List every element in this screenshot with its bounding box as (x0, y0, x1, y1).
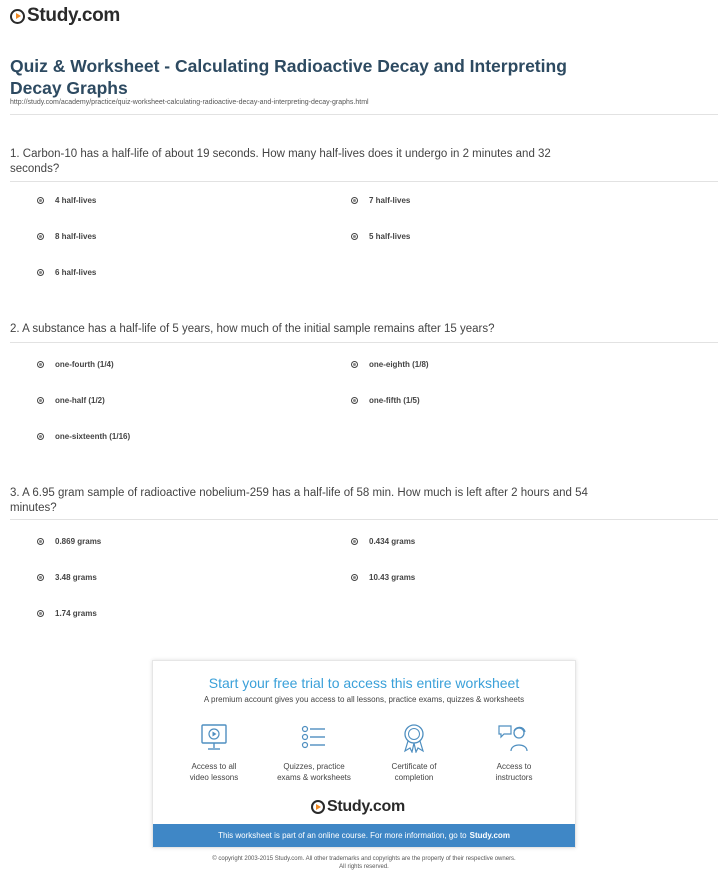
q2-option-b[interactable]: one-eighth (1/8) (351, 360, 429, 369)
radio-button[interactable] (351, 233, 358, 240)
free-trial-panel (152, 660, 576, 848)
radio-button[interactable] (37, 233, 44, 240)
play-icon (311, 800, 325, 814)
q2-option-a[interactable]: one-fourth (1/4) (37, 360, 114, 369)
video-lesson-icon (200, 723, 228, 753)
logo-text: Study.com (327, 798, 405, 815)
study-logo[interactable] (10, 5, 120, 27)
q2-option-c[interactable]: one-half (1/2) (37, 396, 105, 405)
question-1-text: 1. Carbon-10 has a half-life of about 19 seconds. How many half-lives does it undergo in 2 minutes and 32 seconds? (10, 148, 551, 175)
q3-option-b[interactable]: 0.434 grams (351, 537, 415, 546)
page-url[interactable]: http://study.com/academy/practice/quiz-worksheet-calculating-radioactive-decay-and-interpreting-decay-graphs.html (10, 99, 369, 106)
feature-label: Access to all video lessons (189, 762, 239, 782)
question-3-text: 3. A 6.95 gram sample of radioactive nobelium-259 has a half-life of 58 min. How much is left after 2 hours and 54 minutes? (10, 487, 588, 514)
radio-button[interactable] (351, 361, 358, 368)
q1-option-d[interactable]: 5 half-lives (351, 232, 410, 241)
q3-option-e[interactable]: 1.74 grams (37, 609, 97, 618)
q2-option-d[interactable]: one-fifth (1/5) (351, 396, 420, 405)
promo-study-logo[interactable] (311, 798, 405, 816)
feature-label: Certificate of completion (391, 762, 437, 782)
q2-option-e[interactable]: one-sixteenth (1/16) (37, 432, 130, 441)
radio-button[interactable] (351, 538, 358, 545)
q3-option-c[interactable]: 3.48 grams (37, 573, 97, 582)
radio-button[interactable] (37, 397, 44, 404)
radio-button[interactable] (37, 269, 44, 276)
radio-button[interactable] (37, 433, 44, 440)
q1-option-c[interactable]: 8 half-lives (37, 232, 96, 241)
bar-text: This worksheet is part of an online course. For more information, go to (218, 831, 467, 840)
feature-video-lessons (164, 723, 264, 783)
q1-option-a[interactable]: 4 half-lives (37, 196, 96, 205)
radio-button[interactable] (351, 397, 358, 404)
q3-option-a[interactable]: 0.869 grams (37, 537, 101, 546)
q1-option-b[interactable]: 7 half-lives (351, 196, 410, 205)
feature-certificate (364, 723, 464, 783)
play-icon (10, 9, 25, 24)
feature-instructors (464, 723, 564, 783)
promo-heading[interactable]: Start your free trial to access this entire worksheet (208, 675, 520, 691)
copyright (0, 855, 728, 871)
divider (10, 342, 718, 343)
divider (10, 181, 718, 182)
radio-button[interactable] (37, 361, 44, 368)
radio-button[interactable] (351, 197, 358, 204)
divider (10, 519, 718, 520)
question-2-text: 2. A substance has a half-life of 5 years, how much of the initial sample remains after 15 years? (10, 323, 495, 335)
feature-label: Access to instructors (495, 762, 533, 782)
radio-button[interactable] (37, 197, 44, 204)
divider (10, 114, 718, 115)
quiz-list-icon (300, 723, 328, 753)
radio-button[interactable] (37, 610, 44, 617)
q3-option-d[interactable]: 10.43 grams (351, 573, 415, 582)
feature-quizzes (264, 723, 364, 783)
copyright-line: All rights reserved. (339, 864, 389, 870)
logo-text: Study.com (27, 5, 121, 26)
certificate-icon (400, 723, 428, 753)
course-info-bar (153, 824, 575, 847)
page-title: Quiz & Worksheet - Calculating Radioactive Decay and Interpreting Decay Graphs (10, 56, 567, 98)
promo-subheading: A premium account gives you access to all lessons, practice exams, quizzes & worksheets (203, 695, 525, 704)
radio-button[interactable] (351, 574, 358, 581)
bar-link[interactable]: Study.com (469, 831, 510, 840)
feature-label: Quizzes, practice exams & worksheets (277, 762, 351, 782)
copyright-line: © copyright 2003-2015 Study.com. All other trademarks and copyrights are the property of their respective owners. (212, 856, 516, 862)
instructor-icon (497, 723, 531, 753)
radio-button[interactable] (37, 538, 44, 545)
q1-option-e[interactable]: 6 half-lives (37, 268, 96, 277)
radio-button[interactable] (37, 574, 44, 581)
